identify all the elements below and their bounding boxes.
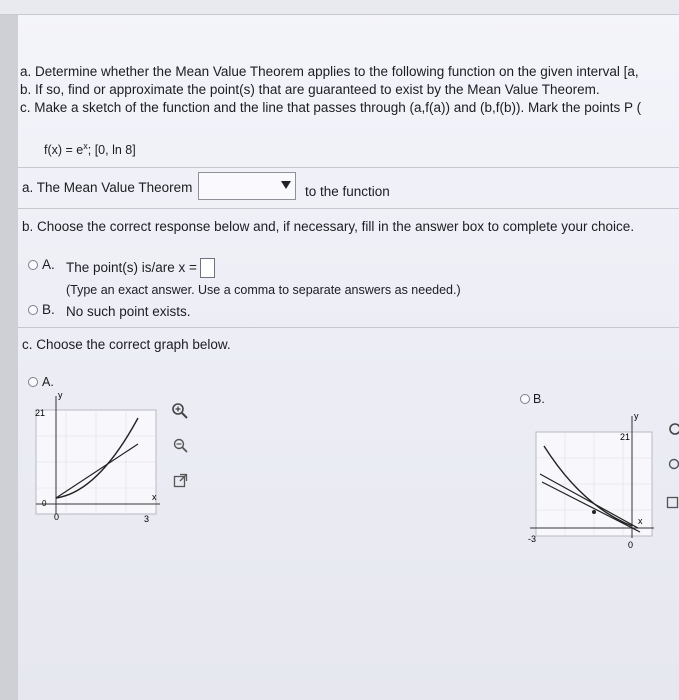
zoom-in-icon[interactable]	[668, 422, 679, 440]
graph-b[interactable]	[522, 410, 662, 560]
answer-input[interactable]	[200, 258, 215, 278]
option-b-letter: B.	[42, 302, 55, 317]
option-a-hint: (Type an exact answer. Use a comma to separate answers as needed.)	[66, 283, 461, 297]
graph-a-y-tick: 21	[35, 408, 46, 418]
graph-a-x-start: 0	[54, 512, 60, 522]
mvt-applies-dropdown[interactable]	[198, 172, 296, 200]
part-a-prefix: a. The Mean Value Theorem	[22, 180, 193, 195]
question-line-b: b. If so, find or approximate the point(s) that are guaranteed to exist by the Mean Value Theorem.	[20, 82, 600, 97]
divider	[18, 167, 679, 168]
divider	[18, 327, 679, 328]
zoom-out-icon[interactable]	[668, 458, 679, 474]
top-toolbar	[0, 0, 679, 15]
part-c-prompt: c. Choose the correct graph below.	[22, 337, 231, 352]
question-line-c: c. Make a sketch of the function and the line that passes through (a,f(a)) and (b,f(b)). Mark the points P (	[20, 100, 642, 115]
option-a-letter: A.	[42, 257, 55, 272]
zoom-in-icon[interactable]	[171, 402, 189, 420]
zoom-out-icon[interactable]	[173, 438, 189, 454]
graph-b-x-end: 0	[628, 540, 634, 550]
option-b-text: No such point exists.	[66, 304, 191, 319]
graph-b-point	[592, 510, 596, 514]
part-b-prompt: b. Choose the correct response below and, if necessary, fill in the answer box to complete your choice.	[22, 219, 635, 234]
option-a-text: The point(s) is/are x =	[66, 260, 197, 275]
graph-option-b-letter: B.	[533, 392, 545, 406]
graph-b-x-start: -3	[528, 534, 537, 544]
graph-option-a-radio[interactable]	[28, 377, 38, 387]
graph-a-origin: 0	[42, 499, 47, 508]
part-a-suffix: to the function	[305, 184, 390, 199]
question-line-a: a. Determine whether the Mean Value Theorem applies to the following function on the given interval [a,	[20, 64, 639, 79]
chevron-down-icon	[281, 181, 291, 189]
graph-a-y-label: y	[58, 390, 63, 400]
option-a-radio[interactable]	[28, 260, 38, 270]
option-b-radio[interactable]	[28, 305, 38, 315]
function-definition: $f(x) = e^x$; [0, ln 8]	[44, 141, 136, 158]
graph-a-x-end: 3	[144, 514, 150, 524]
expand-icon[interactable]	[666, 494, 679, 509]
graph-b-y-label: y	[634, 411, 639, 421]
graph-option-a-letter: A.	[42, 375, 54, 389]
graph-option-b-radio[interactable]	[520, 394, 530, 404]
graph-a-x-label: x	[152, 492, 157, 502]
expand-icon[interactable]	[173, 473, 188, 488]
graph-b-x-label: x	[638, 516, 643, 526]
graph-b-y-tick: 21	[620, 432, 631, 442]
divider	[18, 208, 679, 209]
graph-a[interactable]	[28, 388, 168, 538]
